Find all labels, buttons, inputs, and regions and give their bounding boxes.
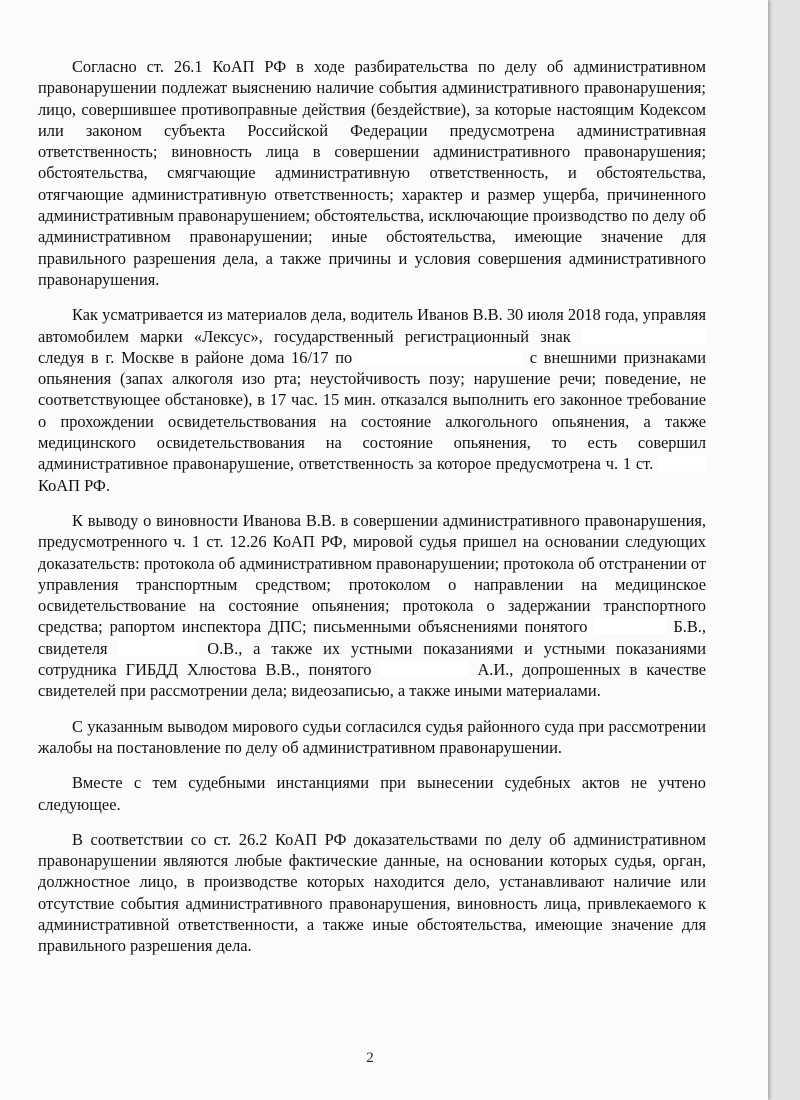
document-body xyxy=(38,56,706,971)
page-number: 2 xyxy=(366,1050,374,1066)
paragraph-article-26-2: В соответствии со ст. 26.2 КоАП РФ доказательствами по делу об административном правонарушении являются любые фактические данные, на основании которых судья, орган, должностное лицо, в производстве которых находится дело, устанавливают наличие или отсутствие события административного правонарушения, виновность лица, привлекаемого к административной ответственности, а также иные обстоятельства, имеющие значение для правильного разрешения дела. xyxy=(38,829,706,956)
redacted-witness-surname-2 xyxy=(118,640,196,656)
paragraph-district-court: С указанным выводом мирового судьи согласился судья районного суда при рассмотрении жалобы на постановление по делу об административном правонарушении. xyxy=(38,716,706,757)
evidence-text-4: А.И., допрошенных в качестве свидетелей при рассмотрении дела; видеозаписью, а также иными материалами. xyxy=(38,660,706,701)
paragraph-however: Вместе с тем судебными инстанциями при вынесении судебных актов не учтено следующее. xyxy=(38,773,706,814)
case-facts-text-3: с внешними признаками опьянения (запах алкоголя изо рта; неустойчивость позу; нарушение речи; поведение, не соответствующее обстановке), в 17 час. 15 мин. отказался выполнить его законное требование о прохождении освидетельствования на состояние алкогольного опьянения, а также медицинского освидетельствования на состояние опьянения, то есть совершил административное правонарушение, ответственность за которое предусмотрена ч. 1 ст. xyxy=(38,347,706,474)
redacted-witness-surname-1 xyxy=(594,618,666,634)
paragraph-evidence xyxy=(38,510,706,702)
redacted-witness-surname-3 xyxy=(380,661,468,677)
evidence-text-3: О.В., а также их устными показаниями и устными показаниями сотрудника ГИБДД Хлюстова В.В., понятого xyxy=(38,638,706,680)
redacted-street-name xyxy=(359,349,523,365)
evidence-text-2: Б.В., свидетеля xyxy=(38,617,706,658)
paragraph-article-26-1: Согласно ст. 26.1 КоАП РФ в ходе разбирательства по делу об административном правонарушении подлежат выяснению наличие события административного правонарушения; лицо, совершившее противоправные действия (бездействие), за которые настоящим Кодексом или законом субъекта Российской Федерации предусмотрена административная ответственность; виновность лица в совершении административного правонарушения; обстоятельства, смягчающие административную ответственность, и обстоятельства, отягчающие административную ответственность; характер и размер ущерба, причиненного административным правонарушением; обстоятельства, исключающие производство по делу об административном правонарушении; иные обстоятельства, имеющие значение для правильного разрешения дела, а также причины и условия совершения административного правонарушения. xyxy=(38,57,706,289)
redacted-plate-number xyxy=(582,328,706,344)
case-facts-text-1: Как усматривается из материалов дела, водитель Иванов В.В. 30 июля 2018 года, управляя автомобилем марки «Лексус», государственный регистрационный знак xyxy=(38,305,706,346)
paragraph-case-facts xyxy=(38,304,706,496)
case-facts-text-2: следуя в г. Москве в районе дома 16/17 по xyxy=(38,347,353,367)
case-facts-text-4: КоАП РФ. xyxy=(38,475,110,495)
redacted-article-number xyxy=(658,455,706,471)
evidence-text-1: К выводу о виновности Иванова В.В. в совершении административного правонарушения, предусмотренного ч. 1 ст. 12.26 КоАП РФ, мировой судья пришел на основании следующих доказательств: протокола об административном правонарушении; протокола об отстранении от управления транспортным средством; протоколом о направлении на медицинское освидетельствование на состояние опьянения; протокола о задержании транспортного средства; рапортом инспектора ДПС; письменными объяснениями понятого xyxy=(38,510,706,637)
